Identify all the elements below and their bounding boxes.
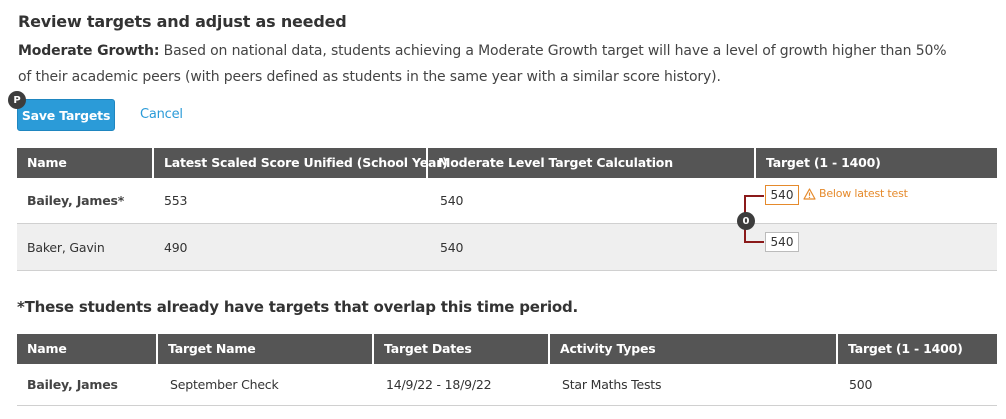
activity-types: Star Maths Tests bbox=[562, 377, 662, 392]
target-dates: 14/9/22 - 18/9/22 bbox=[386, 377, 492, 392]
link-count-badge[interactable]: 0 bbox=[737, 212, 755, 230]
growth-description bbox=[18, 38, 948, 90]
column-header-activity-types: Activity Types bbox=[550, 334, 838, 364]
column-header-name: Name bbox=[17, 148, 154, 178]
column-header-target-calculation: Moderate Level Target Calculation bbox=[428, 148, 756, 178]
growth-text: Based on national data, students achieving a Moderate Growth target will have a level of growth higher than 50% of their academic peers (with peers defined as students in the same year with a similar score history). bbox=[18, 43, 947, 85]
growth-label: Moderate Growth: bbox=[18, 43, 160, 59]
target-input[interactable]: 540 bbox=[765, 185, 799, 205]
column-header-latest-score: Latest Scaled Score Unified (School Year) bbox=[154, 148, 428, 178]
warning-icon bbox=[803, 188, 816, 200]
save-targets-button[interactable]: Save Targets bbox=[17, 99, 115, 131]
overlap-note: *These students already have targets that overlap this time period. bbox=[17, 298, 579, 316]
column-header-target: Target (1 - 1400) bbox=[848, 341, 963, 356]
student-name: Bailey, James* bbox=[27, 193, 125, 208]
column-header-target-dates: Target Dates bbox=[374, 334, 550, 364]
table-row bbox=[17, 178, 997, 224]
cancel-link[interactable]: Cancel bbox=[140, 107, 183, 122]
column-header-name: Name bbox=[17, 334, 158, 364]
student-name: Bailey, James bbox=[27, 377, 118, 392]
column-header-target: Target (1 - 1400) bbox=[766, 155, 881, 170]
target-name: September Check bbox=[170, 377, 279, 392]
targets-table-header bbox=[17, 148, 997, 178]
student-name: Baker, Gavin bbox=[27, 239, 105, 255]
below-latest-warning bbox=[803, 187, 908, 200]
target-calculation: 540 bbox=[440, 239, 464, 255]
warning-text: Below latest test bbox=[819, 187, 908, 200]
column-header-target-name: Target Name bbox=[158, 334, 374, 364]
latest-score: 490 bbox=[164, 239, 188, 255]
page-title: Review targets and adjust as needed bbox=[18, 12, 347, 31]
latest-score: 553 bbox=[164, 193, 188, 208]
target-value: 500 bbox=[849, 377, 873, 392]
table-row bbox=[17, 224, 997, 271]
target-input[interactable]: 540 bbox=[765, 232, 799, 252]
target-calculation: 540 bbox=[440, 193, 464, 208]
pin-badge: P bbox=[8, 91, 26, 109]
overlap-table-header bbox=[17, 334, 997, 364]
table-row bbox=[17, 364, 997, 406]
